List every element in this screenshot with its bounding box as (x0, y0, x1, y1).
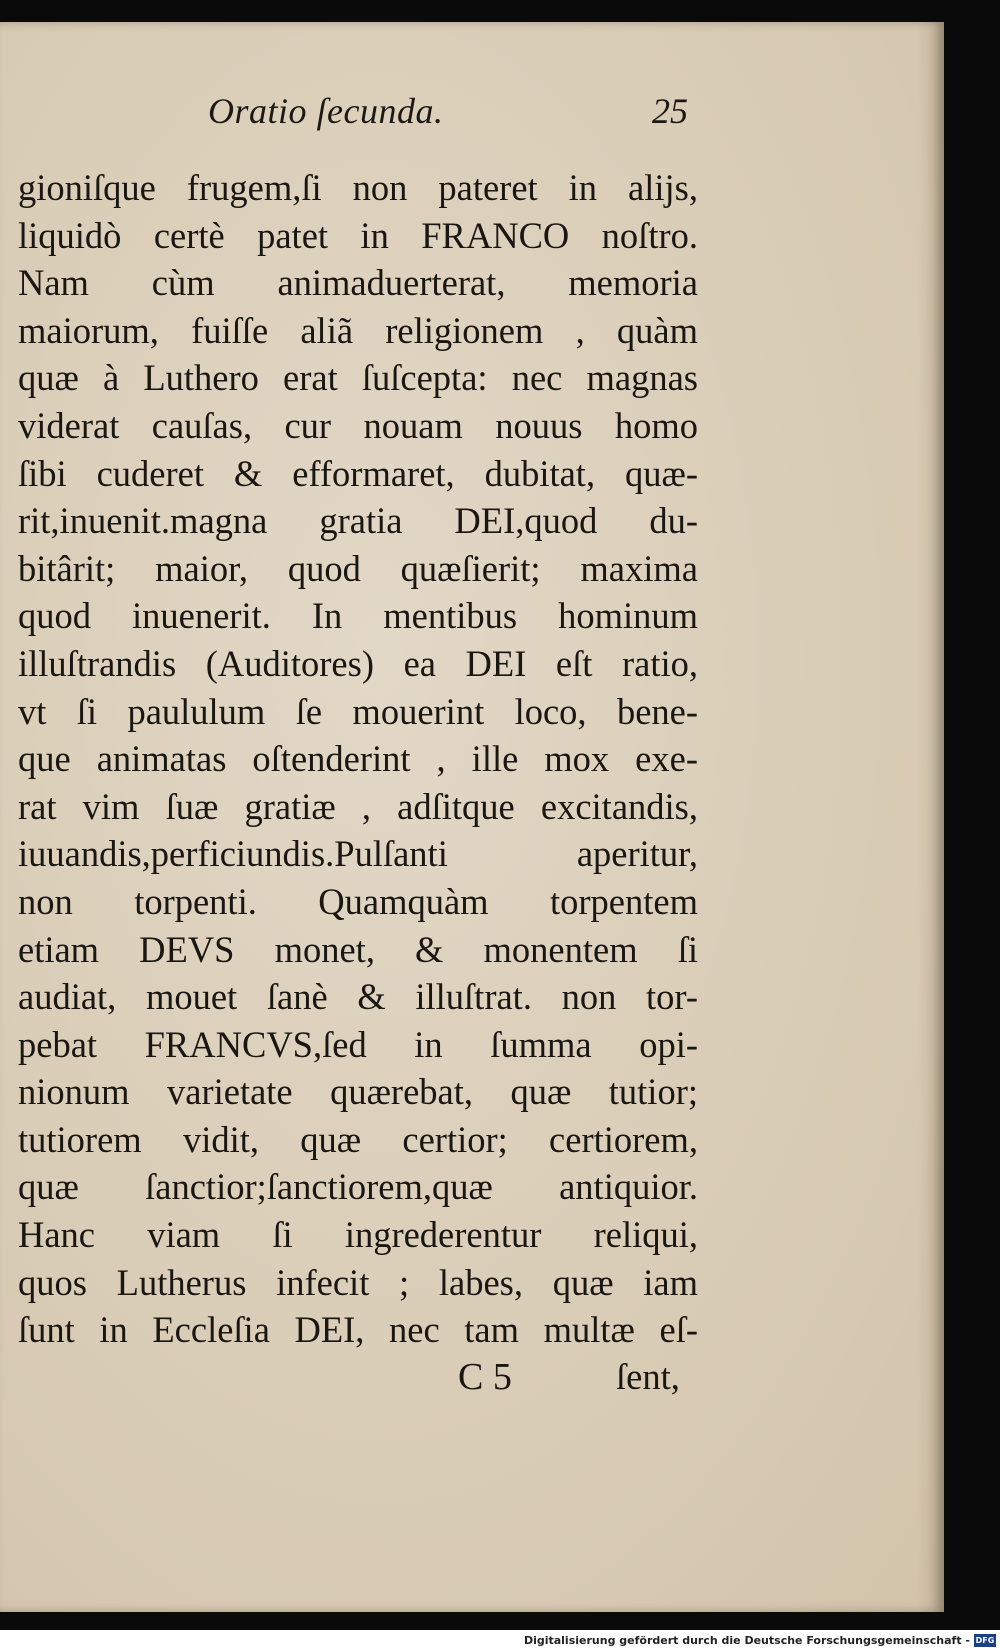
body-text (18, 164, 698, 1354)
text-line: viderat cauſas, cur nouam nouus homo (18, 404, 698, 446)
text-line: pebat FRANCVS,ſed in ſumma opi- (18, 1023, 698, 1065)
text-line: rat vim ſuæ gratiæ , adſitque excitandis, (18, 785, 698, 827)
text-line: maiorum, fuiſſe aliã religionem , quàm (18, 309, 698, 351)
text-line: quod inuenerit. In mentibus hominum (18, 595, 698, 637)
text-line: Hanc viam ſi ingrederentur reliqui, (18, 1214, 698, 1256)
book-page (0, 22, 944, 1612)
funding-credit: Digitalisierung gefördert durch die Deutsche Forschungsgemeinschaft - (523, 1634, 970, 1647)
text-line: Nam cùm animaduerterat, memoria (18, 262, 698, 304)
text-line: rit,inuenit.magna gratia DEI,quod du- (18, 500, 698, 542)
text-line: etiam DEVS monet, & monentem ſi (18, 928, 698, 970)
text-line: tutiorem vidit, quæ certior; certiorem, (18, 1118, 698, 1160)
text-line: quos Lutherus infecit ; labes, quæ iam (18, 1261, 698, 1303)
text-line: gioniſque frugem,ſi non pateret in aliјs, (18, 167, 698, 208)
text-line: que animatas oſtenderint , ille mox exe- (18, 738, 698, 780)
digitization-footer (0, 1630, 1000, 1650)
text-line: illuſtrandis (Auditores) ea DEI eſt ratio, (18, 642, 698, 684)
running-head: Oratio ſecunda. (208, 91, 444, 131)
dfg-logo-icon: DFG (975, 1636, 995, 1645)
text-line: liquidò certè patet in FRANCO noſtro. (18, 214, 698, 256)
text-line: bitârit; maior, quod quæſierit; maxima (18, 547, 698, 589)
page-edge-shadow (918, 22, 944, 1612)
text-line: iuuandis,perficiundis.Pulſanti aperitur, (18, 833, 698, 875)
text-line: non torpenti. Quamquàm torpentem (18, 880, 698, 922)
signature-mark: C 5 (458, 1356, 512, 1398)
page-number: 25 (652, 91, 688, 131)
text-line: ſibi cuderet & efformaret, dubitat, quæ- (18, 452, 698, 494)
text-line: vt ſi paululum ſe mouerint loco, bene- (18, 690, 698, 732)
text-line: quæ à Luthero erat ſuſcepta: nec magnas (18, 357, 698, 399)
text-line: nionum varietate quærebat, quæ tutior; (18, 1071, 698, 1113)
text-line: audiat, mouet ſanè & illuſtrat. non tor- (18, 976, 698, 1018)
text-line: ſunt in Eccleſia DEI, nec tam multæ eſ- (18, 1309, 698, 1351)
catchword: ſent, (616, 1356, 680, 1397)
text-line: quæ ſanctior;ſanctiorem,quæ antiquior. (18, 1166, 698, 1208)
